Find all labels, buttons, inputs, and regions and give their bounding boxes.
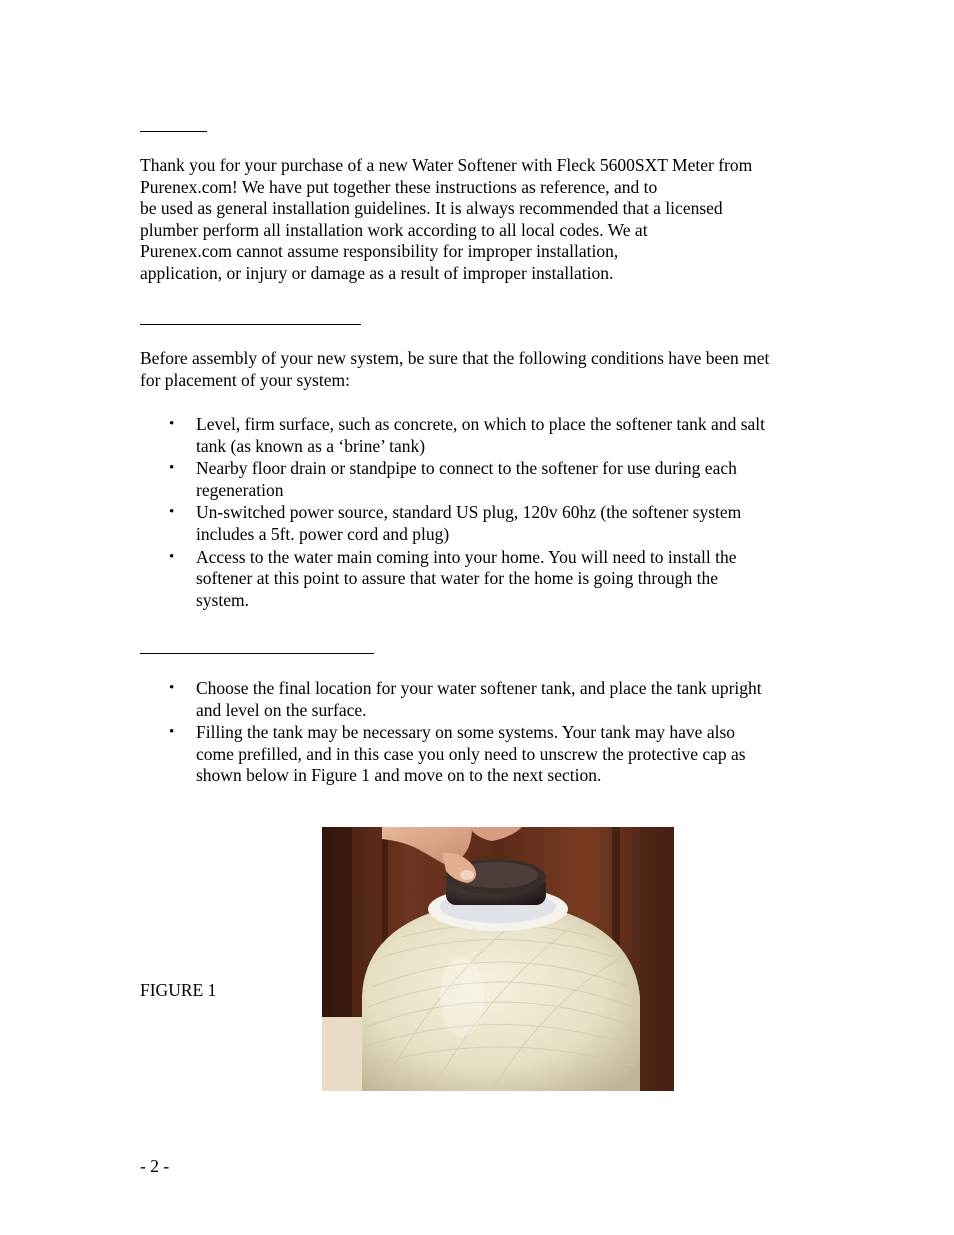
- heading-rule-intro: [140, 131, 207, 132]
- preinstall-list: [140, 414, 830, 612]
- intro-line: be used as general installation guidelines. It is always recommended that a licensed: [140, 198, 723, 219]
- intro-line: Purenex.com cannot assume responsibility for improper installation,: [140, 241, 619, 262]
- list-item-line: Access to the water main coming into your home. You will need to install the: [196, 546, 737, 567]
- bullet-icon: •: [169, 504, 175, 521]
- intro-line: Purenex.com! We have put together these instructions as reference, and to: [140, 176, 658, 197]
- list-item-line: Nearby floor drain or standpipe to connect to the softener for use during each: [196, 458, 737, 479]
- bullet-icon: •: [169, 548, 175, 565]
- list-item-line: and level on the surface.: [196, 699, 367, 720]
- list-item-line: includes a 5ft. power cord and plug): [196, 523, 450, 544]
- list-item-line: regeneration: [196, 479, 284, 500]
- list-item-line: system.: [196, 589, 249, 610]
- intro-line: plumber perform all installation work according to all local codes. We at: [140, 219, 648, 240]
- list-item: [140, 502, 830, 545]
- bullet-icon: •: [169, 724, 175, 741]
- list-item: [140, 414, 830, 457]
- list-item-line: Level, firm surface, such as concrete, on which to place the softener tank and salt: [196, 414, 766, 434]
- list-item: [140, 678, 830, 721]
- preinstall-paragraph: [140, 348, 769, 391]
- bullet-icon: •: [169, 460, 175, 477]
- bullet-icon: •: [169, 416, 175, 432]
- bullet-icon: •: [169, 680, 175, 696]
- intro-line: application, or injury or damage as a result of improper installation.: [140, 262, 614, 283]
- intro-paragraph: [140, 155, 752, 285]
- list-item: [140, 547, 830, 612]
- list-item-line: shown below in Figure 1 and move on to the next section.: [196, 765, 602, 786]
- tank-photo: [322, 827, 674, 1091]
- preinstall-line: Before assembly of your new system, be sure that the following conditions have been met: [140, 348, 770, 368]
- page-number: - 2 -: [140, 1156, 170, 1176]
- list-item: [140, 722, 830, 787]
- tank-list: [140, 678, 830, 788]
- list-item-line: come prefilled, and in this case you only need to unscrew the protective cap as: [196, 743, 746, 764]
- list-item-line: Un-switched power source, standard US plug, 120v 60hz (the softener system: [196, 502, 742, 523]
- list-item-line: tank (as known as a ‘brine’ tank): [196, 435, 426, 456]
- intro-line: Thank you for your purchase of a new Water Softener with Fleck 5600SXT Meter from: [140, 155, 753, 175]
- list-item-line: Filling the tank may be necessary on some systems. Your tank may have also: [196, 722, 736, 743]
- list-item-line: Choose the final location for your water softener tank, and place the tank upright: [196, 678, 762, 698]
- list-item: [140, 458, 830, 501]
- list-item-line: softener at this point to assure that water for the home is going through the: [196, 568, 718, 589]
- heading-rule-tank: [140, 653, 374, 654]
- preinstall-line: for placement of your system:: [140, 369, 350, 390]
- heading-rule-preinstall: [140, 324, 361, 325]
- figure-label: FIGURE 1: [140, 980, 217, 1000]
